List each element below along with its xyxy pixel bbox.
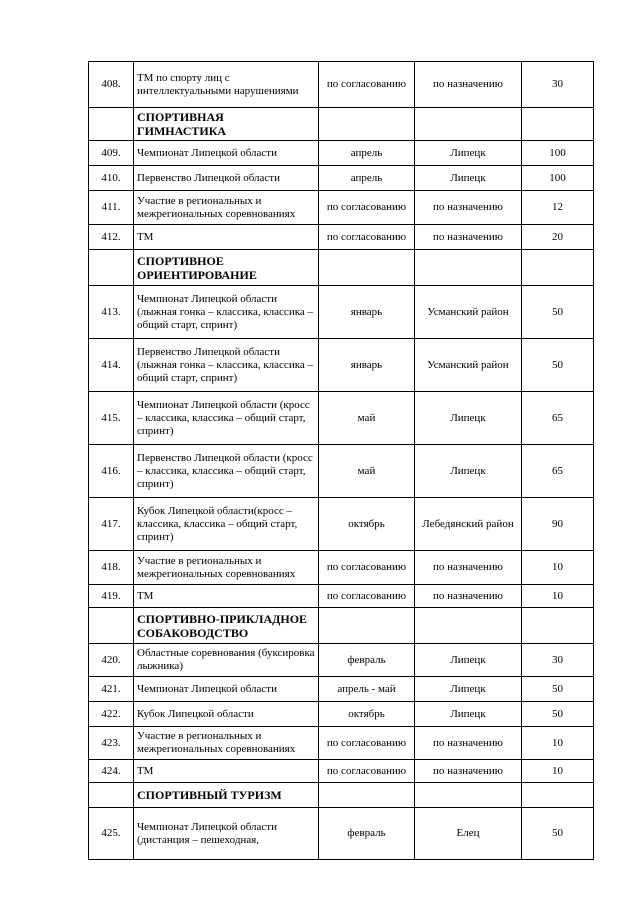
count-cell: 65: [522, 392, 594, 445]
count-cell: [522, 108, 594, 141]
count-cell: 12: [522, 191, 594, 225]
event-name-cell: Первенство Липецкой области: [134, 166, 319, 191]
events-table: [88, 61, 594, 860]
count-cell: 30: [522, 644, 594, 677]
row-number-cell: 422.: [89, 702, 134, 727]
place-cell: Лебедянский район: [415, 498, 522, 551]
table-row: [89, 166, 594, 191]
row-number-cell: 425.: [89, 808, 134, 860]
event-name-cell: ТМ: [134, 225, 319, 250]
date-cell: по согласованию: [319, 191, 415, 225]
count-cell: [522, 783, 594, 808]
date-cell: май: [319, 392, 415, 445]
row-number-cell: 414.: [89, 339, 134, 392]
section-title: СПОРТИВНАЯ ГИМНАСТИКА: [134, 108, 319, 141]
event-name-cell: ТМ по спорту лиц с интеллектуальными нарушениями: [134, 62, 319, 108]
event-name-cell: ТМ: [134, 760, 319, 783]
count-cell: 50: [522, 286, 594, 339]
table-row: [89, 445, 594, 498]
place-cell: [415, 108, 522, 141]
place-cell: Елец: [415, 808, 522, 860]
count-cell: [522, 608, 594, 644]
event-name-cell: Кубок Липецкой области: [134, 702, 319, 727]
count-cell: 50: [522, 677, 594, 702]
event-name-cell: ТМ: [134, 585, 319, 608]
row-number-cell: 415.: [89, 392, 134, 445]
date-cell: апрель: [319, 141, 415, 166]
table-row: [89, 339, 594, 392]
table-row: [89, 585, 594, 608]
section-row: [89, 108, 594, 141]
date-cell: октябрь: [319, 498, 415, 551]
date-cell: по согласованию: [319, 225, 415, 250]
place-cell: [415, 608, 522, 644]
count-cell: 50: [522, 339, 594, 392]
table-row: [89, 702, 594, 727]
row-number-cell: 411.: [89, 191, 134, 225]
row-number-cell: 423.: [89, 727, 134, 760]
event-name-cell: Участие в региональных и межрегиональных соревнованиях: [134, 191, 319, 225]
table-row: [89, 286, 594, 339]
place-cell: по назначению: [415, 551, 522, 585]
place-cell: по назначению: [415, 585, 522, 608]
table-row: [89, 808, 594, 860]
section-row: [89, 250, 594, 286]
date-cell: по согласованию: [319, 727, 415, 760]
count-cell: 100: [522, 141, 594, 166]
place-cell: Усманский район: [415, 339, 522, 392]
event-name-cell: Чемпионат Липецкой области (кросс – классика, классика – общий старт, спринт): [134, 392, 319, 445]
count-cell: 90: [522, 498, 594, 551]
section-title: СПОРТИВНОЕ ОРИЕНТИРОВАНИЕ: [134, 250, 319, 286]
place-cell: Липецк: [415, 392, 522, 445]
section-title: СПОРТИВНО-ПРИКЛАДНОЕ СОБАКОВОДСТВО: [134, 608, 319, 644]
table-row: [89, 644, 594, 677]
count-cell: 100: [522, 166, 594, 191]
table-row: [89, 225, 594, 250]
count-cell: [522, 250, 594, 286]
date-cell: [319, 108, 415, 141]
row-number-cell: [89, 783, 134, 808]
place-cell: Липецк: [415, 644, 522, 677]
row-number-cell: 419.: [89, 585, 134, 608]
table-row: [89, 498, 594, 551]
event-name-cell: Чемпионат Липецкой области (лыжная гонка – классика, классика – общий старт, спринт): [134, 286, 319, 339]
table-row: [89, 141, 594, 166]
date-cell: по согласованию: [319, 760, 415, 783]
row-number-cell: 412.: [89, 225, 134, 250]
count-cell: 10: [522, 585, 594, 608]
row-number-cell: 409.: [89, 141, 134, 166]
place-cell: [415, 250, 522, 286]
table-row: [89, 191, 594, 225]
place-cell: Липецк: [415, 445, 522, 498]
place-cell: Липецк: [415, 166, 522, 191]
date-cell: апрель - май: [319, 677, 415, 702]
date-cell: по согласованию: [319, 62, 415, 108]
event-name-cell: Первенство Липецкой области (лыжная гонка – классика, классика – общий старт, спринт): [134, 339, 319, 392]
date-cell: по согласованию: [319, 551, 415, 585]
table-row: [89, 677, 594, 702]
event-name-cell: Кубок Липецкой области(кросс – классика, классика – общий старт, спринт): [134, 498, 319, 551]
date-cell: октябрь: [319, 702, 415, 727]
date-cell: май: [319, 445, 415, 498]
event-name-cell: Участие в региональных и межрегиональных соревнованиях: [134, 551, 319, 585]
row-number-cell: 421.: [89, 677, 134, 702]
event-name-cell: Областные соревнования (буксировка лыжника): [134, 644, 319, 677]
row-number-cell: 420.: [89, 644, 134, 677]
row-number-cell: 418.: [89, 551, 134, 585]
date-cell: февраль: [319, 644, 415, 677]
date-cell: по согласованию: [319, 585, 415, 608]
place-cell: Липецк: [415, 677, 522, 702]
date-cell: январь: [319, 286, 415, 339]
row-number-cell: 417.: [89, 498, 134, 551]
document-page: [88, 61, 594, 860]
section-row: [89, 783, 594, 808]
row-number-cell: 413.: [89, 286, 134, 339]
row-number-cell: [89, 250, 134, 286]
count-cell: 20: [522, 225, 594, 250]
date-cell: апрель: [319, 166, 415, 191]
count-cell: 50: [522, 808, 594, 860]
row-number-cell: [89, 608, 134, 644]
event-name-cell: Чемпионат Липецкой области (дистанция – пешеходная,: [134, 808, 319, 860]
row-number-cell: 410.: [89, 166, 134, 191]
place-cell: [415, 783, 522, 808]
count-cell: 50: [522, 702, 594, 727]
row-number-cell: [89, 108, 134, 141]
event-name-cell: Первенство Липецкой области (кросс – классика, классика – общий старт, спринт): [134, 445, 319, 498]
event-name-cell: Чемпионат Липецкой области: [134, 141, 319, 166]
row-number-cell: 416.: [89, 445, 134, 498]
place-cell: по назначению: [415, 191, 522, 225]
count-cell: 10: [522, 727, 594, 760]
place-cell: по назначению: [415, 225, 522, 250]
table-row: [89, 551, 594, 585]
place-cell: Липецк: [415, 702, 522, 727]
date-cell: [319, 783, 415, 808]
date-cell: [319, 250, 415, 286]
table-row: [89, 62, 594, 108]
date-cell: февраль: [319, 808, 415, 860]
count-cell: 30: [522, 62, 594, 108]
section-row: [89, 608, 594, 644]
date-cell: [319, 608, 415, 644]
row-number-cell: 408.: [89, 62, 134, 108]
place-cell: по назначению: [415, 760, 522, 783]
table-row: [89, 727, 594, 760]
count-cell: 10: [522, 760, 594, 783]
section-title: СПОРТИВНЫЙ ТУРИЗМ: [134, 783, 319, 808]
table-row: [89, 392, 594, 445]
place-cell: по назначению: [415, 727, 522, 760]
row-number-cell: 424.: [89, 760, 134, 783]
place-cell: по назначению: [415, 62, 522, 108]
count-cell: 65: [522, 445, 594, 498]
place-cell: Липецк: [415, 141, 522, 166]
place-cell: Усманский район: [415, 286, 522, 339]
table-row: [89, 760, 594, 783]
count-cell: 10: [522, 551, 594, 585]
date-cell: январь: [319, 339, 415, 392]
event-name-cell: Участие в региональных и межрегиональных соревнованиях: [134, 727, 319, 760]
events-table-body: [89, 62, 594, 860]
event-name-cell: Чемпионат Липецкой области: [134, 677, 319, 702]
